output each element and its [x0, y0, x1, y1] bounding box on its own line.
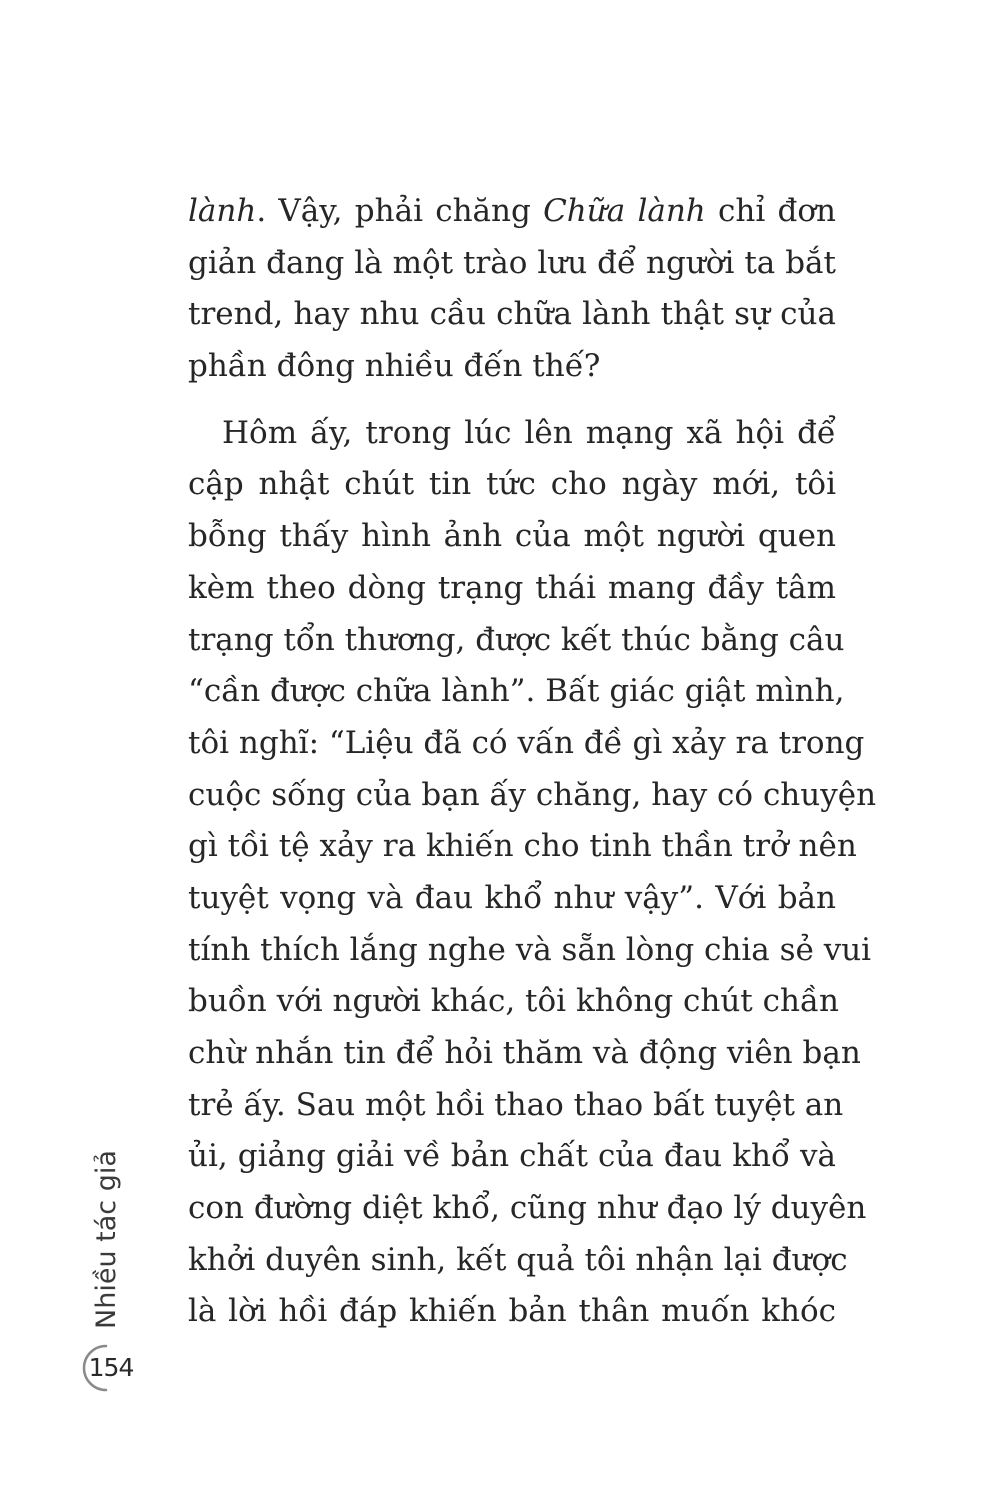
- text-line: [188, 186, 836, 238]
- text-segment: . Vậy, phải chăng: [256, 193, 544, 229]
- text-segment: giản đang là một trào lưu để người ta bắt: [188, 244, 836, 281]
- text-line: [188, 1183, 867, 1235]
- text-segment: Hôm ấy, trong lúc lên mạng xã hội để: [222, 414, 836, 451]
- running-head-label: Nhiều tác giả: [90, 1149, 122, 1329]
- text-line: [188, 666, 845, 718]
- italic-text: lành: [188, 193, 257, 229]
- text-line: [188, 511, 836, 563]
- text-segment: trend, hay nhu cầu chữa lành thật sự của: [188, 296, 836, 333]
- text-line: [188, 1080, 844, 1132]
- text-segment: cuộc sống của bạn ấy chăng, hay có chuyện: [188, 776, 877, 813]
- text-segment: kèm theo dòng trạng thái mang đầy tâm: [188, 569, 836, 606]
- text-segment: buồn với người khác, tôi không chút chần: [188, 983, 839, 1020]
- text-line: [188, 873, 836, 925]
- text-segment: khởi duyên sinh, kết quả tôi nhận lại được: [188, 1241, 848, 1278]
- text-line: [188, 1028, 861, 1080]
- text-segment: cập nhật chút tin tức cho ngày mới, tôi: [188, 466, 836, 503]
- text-segment: ủi, giảng giải về bản chất của đau khổ và: [188, 1138, 836, 1175]
- text-line: [188, 718, 865, 770]
- page-number: [76, 1338, 136, 1398]
- text-segment: bỗng thấy hình ảnh của một người quen: [188, 518, 836, 555]
- text-line: [188, 459, 836, 511]
- text-line: [188, 615, 845, 667]
- text-line: [188, 1235, 848, 1287]
- paragraph-gap: [188, 393, 836, 408]
- text-segment: tuyệt vọng và đau khổ như vậy”. Với bản: [188, 879, 836, 916]
- page-number-label: 154: [88, 1353, 134, 1382]
- paragraph: [188, 186, 836, 393]
- text-line: [188, 1286, 836, 1338]
- text-segment: phần đông nhiều đến thế?: [188, 348, 601, 385]
- text-segment: tính thích lắng nghe và sẵn lòng chia sẻ vui: [188, 931, 872, 968]
- text-segment: tôi nghĩ: “Liệu đã có vấn đề gì xảy ra trong: [188, 724, 865, 761]
- text-segment: trạng tổn thương, được kết thúc bằng câu: [188, 621, 845, 658]
- body-text: [188, 186, 877, 1338]
- text-line: [188, 770, 877, 822]
- text-line: [188, 925, 872, 977]
- text-segment: trẻ ấy. Sau một hồi thao thao bất tuyệt an: [188, 1086, 844, 1123]
- text-line: [188, 408, 836, 460]
- text-line: [188, 563, 836, 615]
- text-line: [188, 1131, 836, 1183]
- text-segment: “cần được chữa lành”. Bất giác giật mình,: [188, 673, 845, 710]
- text-line: [188, 341, 836, 393]
- text-segment: gì tồi tệ xảy ra khiến cho tinh thần trở nên: [188, 828, 857, 865]
- text-line: [188, 821, 857, 873]
- paragraph: [188, 408, 877, 1338]
- text-line: [188, 976, 839, 1028]
- text-line: [188, 289, 836, 341]
- running-head: [84, 1150, 128, 1328]
- text-segment: chỉ đơn: [705, 193, 836, 229]
- italic-text: Chữa lành: [543, 193, 706, 229]
- text-segment: con đường diệt khổ, cũng như đạo lý duyên: [188, 1190, 867, 1227]
- text-segment: chừ nhắn tin để hỏi thăm và động viên bạn: [188, 1035, 861, 1071]
- text-line: [188, 238, 836, 290]
- text-segment: là lời hồi đáp khiến bản thân muốn khóc: [188, 1293, 836, 1330]
